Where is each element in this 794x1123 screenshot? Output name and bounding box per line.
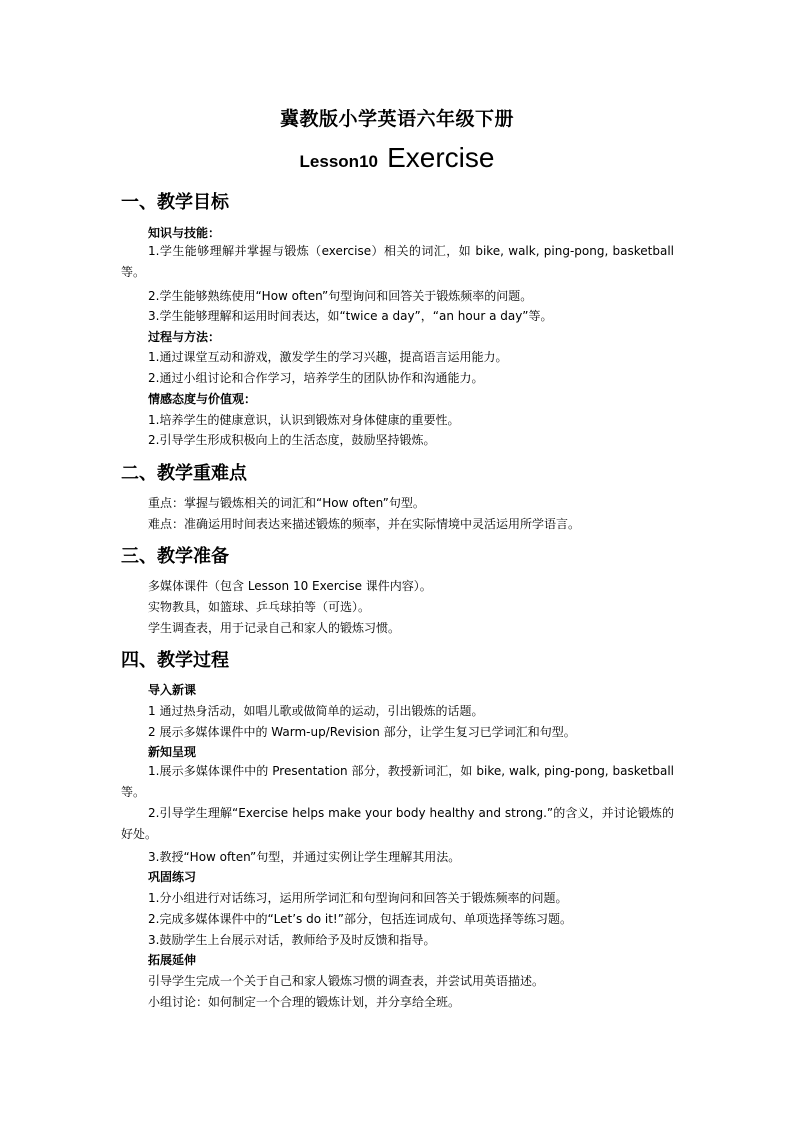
section-heading-procedure: 四、教学过程 <box>121 650 229 671</box>
paragraph: 3.鼓励学生上台展示对话，教师给予及时反馈和指导。 <box>148 933 436 947</box>
lesson-name: Exercise <box>387 142 495 173</box>
paragraph: 2.通过小组讨论和合作学习，培养学生的团队协作和沟通能力。 <box>148 371 484 385</box>
lesson-number: Lesson10 <box>299 152 378 171</box>
paragraph: 2 展示多媒体课件中的 Warm-up/Revision 部分，让学生复习已学词汇和句型。 <box>148 725 576 739</box>
subheading-attitude: 情感态度与价值观： <box>148 392 257 406</box>
section-heading-preparation: 三、教学准备 <box>121 546 229 567</box>
section-heading-key-points: 二、教学重难点 <box>121 463 247 484</box>
paragraph: 2.完成多媒体课件中的“Let’s do it!”部分，包括连词成句、单项选择等练习题。 <box>148 912 572 926</box>
paragraph: 多媒体课件（包含 Lesson 10 Exercise 课件内容）。 <box>148 579 432 593</box>
paragraph: 2.引导学生形成积极向上的生活态度，鼓励坚持锻炼。 <box>148 433 436 447</box>
paragraph: 引导学生完成一个关于自己和家人锻炼习惯的调查表，并尝试用英语描述。 <box>148 974 545 988</box>
subheading-presentation: 新知呈现 <box>148 745 197 759</box>
subheading-lead-in: 导入新课 <box>148 683 197 697</box>
paragraph: 难点：准确运用时间表达来描述锻炼的频率，并在实际情境中灵活运用所学语言。 <box>148 517 581 531</box>
subheading-extension: 拓展延伸 <box>148 953 197 967</box>
paragraph: 3.教授“How often”句型，并通过实例让学生理解其用法。 <box>148 850 461 864</box>
section-heading-objectives: 一、教学目标 <box>121 192 229 213</box>
paragraph: 实物教具，如篮球、乒乓球拍等（可选）。 <box>148 600 371 614</box>
paragraph: 1 通过热身活动，如唱儿歌或做简单的运动，引出锻炼的话题。 <box>148 704 484 718</box>
paragraph: 3.学生能够理解和运用时间表达，如“twice a day”，“an hour a day”等。 <box>148 309 553 323</box>
paragraph: 1.学生能够理解并掌握与锻炼（exercise）相关的词汇，如 bike, walk, ping-pong, basketball 等。 <box>121 244 674 279</box>
subheading-practice: 巩固练习 <box>148 870 197 884</box>
paragraph: 学生调查表，用于记录自己和家人的锻炼习惯。 <box>148 621 401 635</box>
paragraph: 1.通过课堂互动和游戏，激发学生的学习兴趣，提高语言运用能力。 <box>148 350 508 364</box>
subheading-process: 过程与方法： <box>148 330 221 344</box>
paragraph: 2.学生能够熟练使用“How often”句型询问和回答关于锻炼频率的问题。 <box>148 289 533 303</box>
paragraph: 重点：掌握与锻炼相关的词汇和“How often”句型。 <box>148 496 425 510</box>
document-title: 冀教版小学英语六年级下册 <box>279 108 514 130</box>
paragraph: 2.引导学生理解“Exercise helps make your body healthy and strong.”的含义，并讨论锻炼的好处。 <box>121 806 674 841</box>
paragraph: 1.培养学生的健康意识，认识到锻炼对身体健康的重要性。 <box>148 413 460 427</box>
paragraph: 1.分小组进行对话练习，运用所学词汇和句型询问和回答关于锻炼频率的问题。 <box>148 891 568 905</box>
paragraph: 1.展示多媒体课件中的 Presentation 部分，教授新词汇，如 bike, walk, ping-pong, basketball 等。 <box>121 764 674 799</box>
paragraph: 小组讨论：如何制定一个合理的锻炼计划，并分享给全班。 <box>148 995 461 1009</box>
lesson-title <box>0 142 794 174</box>
subheading-knowledge: 知识与技能： <box>148 226 221 240</box>
